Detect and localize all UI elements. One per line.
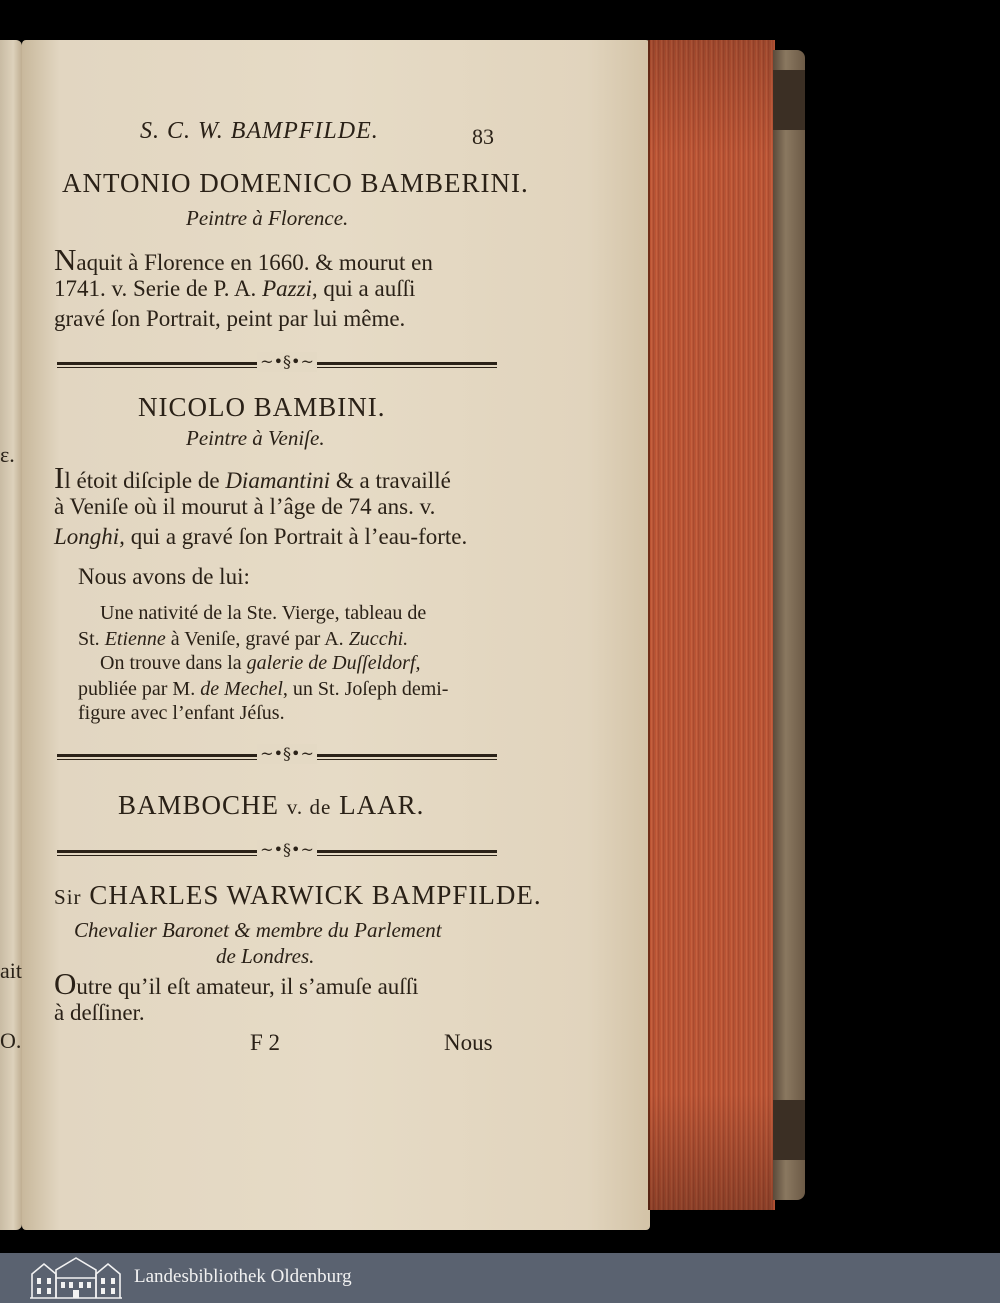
library-name: Landesbibliothek Oldenburg [134, 1266, 352, 1287]
works-line: Une nativité de la Ste. Vierge, tableau de [100, 602, 427, 624]
works-intro: Nous avons de lui: [78, 564, 250, 589]
body-line: Longhi, qui a gravé ſon Portrait à l’eau-forte. [54, 524, 468, 549]
body-line: gravé ſon Portrait, peint par lui même. [54, 306, 406, 331]
running-title: S. C. W. BAMPFILDE. [140, 118, 379, 144]
body-line: Il étoit diſciple de Diamantini & a travaillé [54, 460, 451, 495]
previous-page-edge [0, 40, 22, 1230]
works-line: St. Etienne à Veniſe, gravé par A. Zucchi. [78, 628, 409, 650]
body-line: à Veniſe où il mourut à l’âge de 74 ans. v. [54, 494, 436, 519]
body-line: Naquit à Florence en 1660. & mourut en [54, 242, 433, 277]
ornamental-rule [57, 744, 497, 763]
signature-mark: F 2 [250, 1030, 281, 1055]
entry-name: Sir CHARLES WARWICK BAMPFILDE. [54, 880, 542, 910]
rule-ornament: ~•§•~ [257, 352, 317, 372]
entry-subtitle: de Londres. [216, 944, 315, 968]
rule-ornament: ~•§•~ [257, 744, 317, 764]
body-line: à deſſiner. [54, 1000, 145, 1025]
library-footer-bar [0, 1253, 1000, 1303]
body-line: Outre qu’il eſt amateur, il s’amuſe auſſi [54, 966, 419, 1001]
book-spine [773, 50, 805, 1200]
library-building-logo-icon [28, 1256, 124, 1300]
prev-page-fragment: ε. [0, 442, 15, 467]
entry-name: NICOLO BAMBINI. [138, 392, 386, 422]
entry-subtitle: Peintre à Veniſe. [186, 426, 325, 450]
works-line: figure avec l’enfant Jéſus. [78, 702, 285, 724]
entry-name: BAMBOCHE v. de LAAR. [118, 790, 425, 820]
page-number: 83 [472, 124, 494, 149]
entry-subtitle: Chevalier Baronet & membre du Parlement [74, 918, 442, 942]
works-line: On trouve dans la galerie de Duſſeldorf, [100, 652, 421, 674]
catchword: Nous [444, 1030, 493, 1055]
works-line: publiée par M. de Mechel, un St. Joſeph demi- [78, 678, 449, 700]
rule-ornament: ~•§•~ [257, 840, 317, 860]
entry-subtitle: Peintre à Florence. [186, 206, 349, 230]
prev-page-fragment: ait [0, 958, 22, 983]
ornamental-rule [57, 352, 497, 371]
entry-name: ANTONIO DOMENICO BAMBERINI. [62, 168, 529, 198]
ornamental-rule [57, 840, 497, 859]
prev-page-fragment: O. [0, 1028, 22, 1053]
body-line: 1741. v. Serie de P. A. Pazzi, qui a auſſi [54, 276, 416, 301]
